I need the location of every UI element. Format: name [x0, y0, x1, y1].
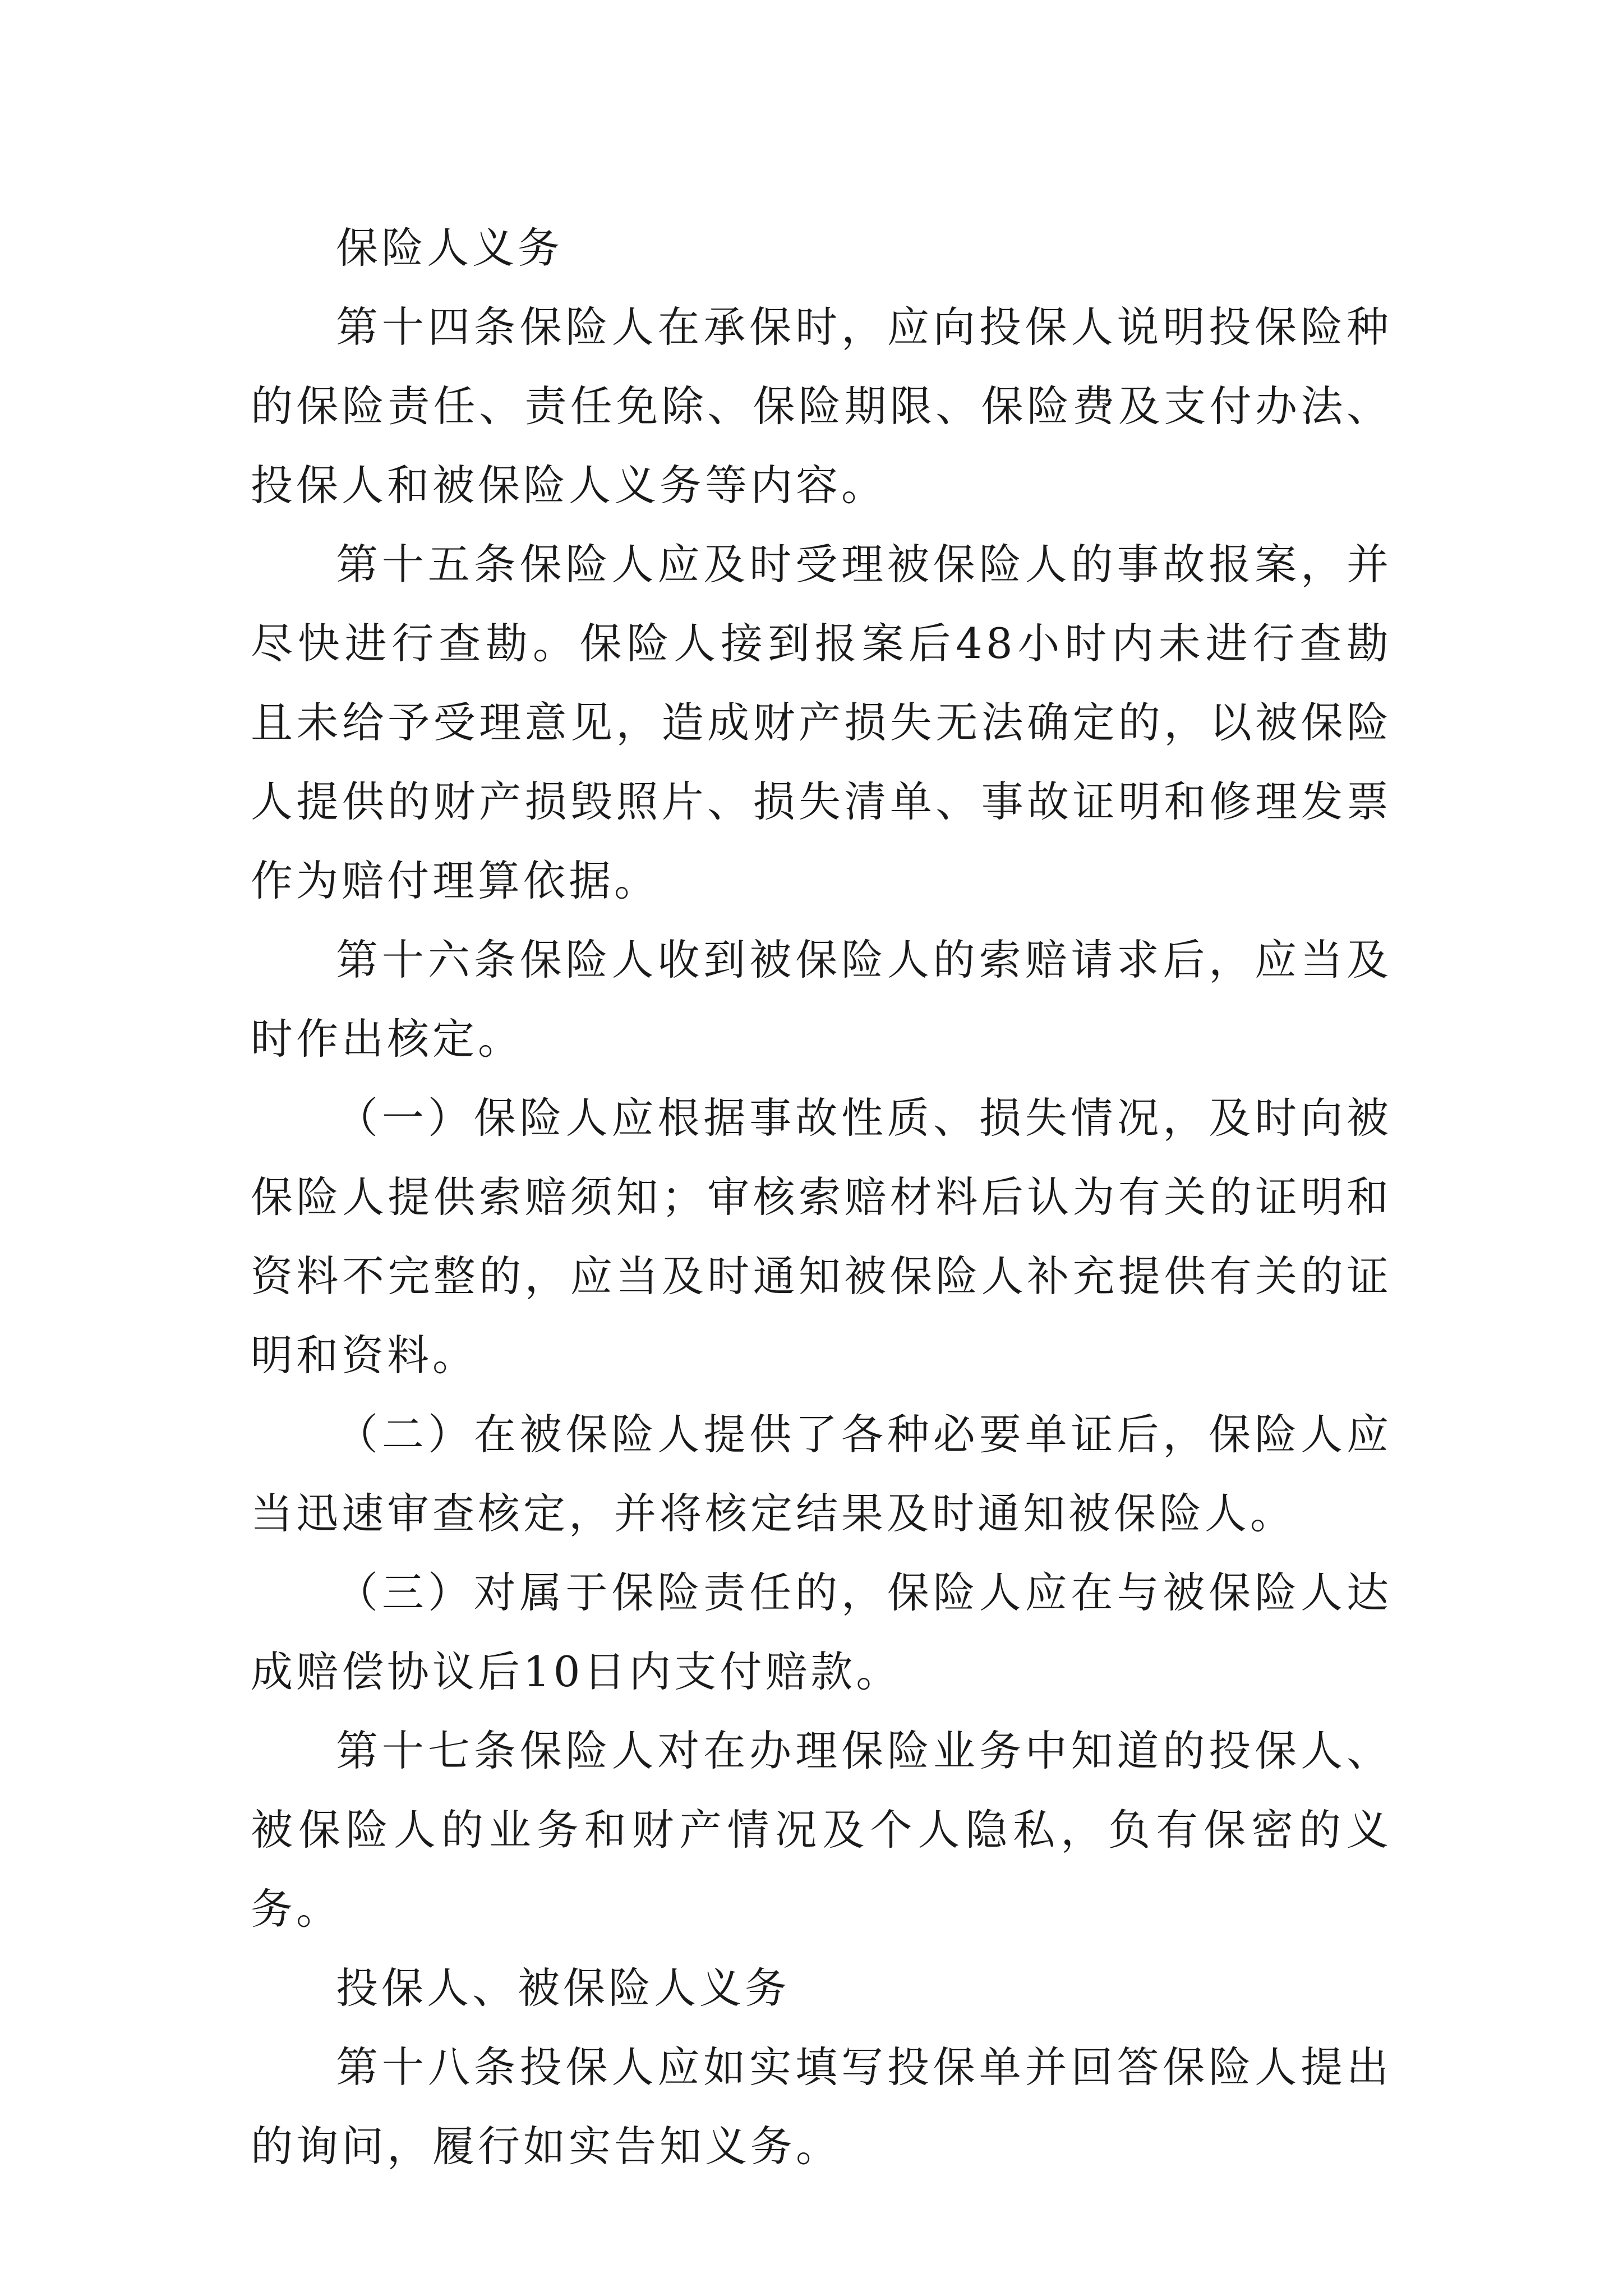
article-16: 第十六条保险人收到被保险人的索赔请求后，应当及时作出核定。 — [251, 935, 1392, 1064]
article-16-item-3: （三）对属于保险责任的，保险人应在与被保险人达成赔偿协议后10日内支付赔款。 — [251, 1568, 1392, 1696]
section-heading-insurer-obligations: 保险人义务 — [336, 223, 564, 273]
article-16-item-1: （一）保险人应根据事故性质、损失情况，及时向被保险人提供索赔须知；审核索赔材料后认为有关的证明和资料不完整的，应当及时通知被保险人补充提供有关的证明和资料。 — [251, 1093, 1392, 1380]
article-17: 第十七条保险人对在办理保险业务中知道的投保人、被保险人的业务和财产情况及个人隐私，负有保密的义务。 — [251, 1726, 1392, 1934]
section-heading-policyholder-obligations: 投保人、被保险人义务 — [336, 1963, 791, 2013]
article-18: 第十八条投保人应如实填写投保单并回答保险人提出的询问，履行如实告知义务。 — [251, 2042, 1392, 2171]
article-14: 第十四条保险人在承保时，应向投保人说明投保险种的保险责任、责任免除、保险期限、保险费及支付办法、投保人和被保险人义务等内容。 — [251, 302, 1392, 510]
article-15: 第十五条保险人应及时受理被保险人的事故报案，并尽快进行查勘。保险人接到报案后48小时内未进行查勘且未给予受理意见，造成财产损失无法确定的，以被保险人提供的财产损毁照片、损失清单、事故证明和修理发票作为赔付理算依据。 — [251, 540, 1392, 905]
article-16-item-2: （二）在被保险人提供了各种必要单证后，保险人应当迅速审查核定，并将核定结果及时通知被保险人。 — [251, 1410, 1392, 1538]
document-body — [251, 209, 1392, 2186]
